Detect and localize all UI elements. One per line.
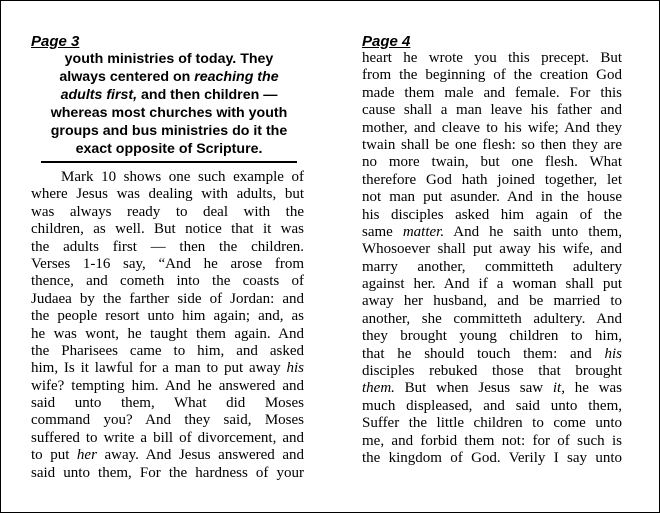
text-line: marry another, committeth adultery [362, 258, 622, 275]
text-line: wife? tempting him. And he answered and [31, 377, 304, 394]
text-line: his disciples asked him again of the [362, 206, 622, 223]
text-line: to put her away. And Jesus answered and [31, 447, 304, 464]
text-line: that he should touch them: and his [362, 345, 622, 362]
text-line: where Jesus was dealing with adults, but [31, 186, 304, 203]
text-line: said unto them, For the hardness of your [31, 464, 304, 481]
text-line: against her. And if a woman shall put [362, 276, 622, 293]
text-line: the people resort unto him again; and, as [31, 308, 304, 325]
emphasis-text: it, [552, 380, 565, 397]
text-line: said unto them, What did Moses [31, 395, 304, 412]
emphasis-text: adults first, [60, 87, 138, 103]
callout-line: whereas most churches with youth [50, 105, 288, 121]
text-line: away her husband, and be married to [362, 293, 622, 310]
text-line: suffered to write a bill of divorcement, and [31, 429, 304, 446]
emphasis-text: her [76, 447, 97, 464]
text-line: not man put asunder. And in the house [362, 189, 622, 206]
text-line: disciples rebuked those that brought [362, 363, 622, 380]
callout-line: groups and bus ministries do it the [50, 123, 288, 139]
callout-line: exact opposite of Scripture. [75, 141, 263, 157]
emphasis-text: his [286, 360, 304, 377]
text-line: Verses 1-16 say, “And he arose from [31, 255, 304, 272]
text-line: thence, and cometh into the coasts of [31, 273, 304, 290]
text-line: they brought young children to him, [362, 328, 622, 345]
text-line: Mark 10 shows one such example of [61, 169, 304, 185]
text-line: therefore God hath joined together, let [362, 171, 622, 188]
callout-line: adults first, and then children — [60, 87, 278, 103]
right-page-label: Page 4 [362, 33, 411, 50]
left-page-body [31, 169, 304, 482]
text-line: Judaea by the farther side of Jordan: and [31, 290, 304, 307]
callout-divider [41, 161, 297, 163]
text-line: the kingdom of God. Verily I say unto [362, 449, 622, 466]
text-line: no more twain, but one flesh. What [362, 154, 622, 171]
callout-box [41, 50, 297, 158]
text-line: the Pharisees came to him, and asked [31, 342, 304, 359]
text-line: twain shall be one flesh: so then they are [362, 136, 622, 153]
text-line: mother, and cleave to his wife; And they [362, 119, 622, 136]
text-line: Suffer the little children to come unto [362, 415, 622, 432]
right-page-body [362, 50, 622, 467]
text-line: children, as well. But notice that it was [31, 221, 304, 238]
left-page-label: Page 3 [31, 33, 80, 50]
left-page-column [31, 33, 304, 482]
text-line: same matter. And he saith unto them, [362, 223, 622, 240]
callout-line: youth ministries of today. They [64, 51, 274, 67]
text-line: from the beginning of the creation God [362, 67, 622, 84]
emphasis-text: them. [362, 380, 395, 397]
callout-line: always centered on reaching the [59, 69, 279, 85]
text-line: them. But when Jesus saw it, he was [362, 380, 622, 397]
text-line: Whosoever shall put away his wife, and [362, 241, 622, 258]
emphasis-text: matter. [402, 223, 445, 240]
text-line: he was wont, he taught them again. And [31, 325, 304, 342]
text-line: the adults first — then the children. [31, 238, 304, 255]
text-line: another, she committeth adultery. And [362, 310, 622, 327]
text-line: much displeased, and said unto them, [362, 397, 622, 414]
text-line: cause shall a man leave his father and [362, 102, 622, 119]
text-line: heart he wrote you this precept. But [362, 50, 622, 66]
text-line: him, Is it lawful for a man to put away his [31, 360, 304, 377]
emphasis-text: his [604, 345, 622, 362]
emphasis-text: reaching the [194, 69, 279, 85]
right-page-column [362, 33, 622, 467]
text-line: was always ready to deal with the [31, 203, 304, 220]
text-line: command you? And they said, Moses [31, 412, 304, 429]
text-line: made them male and female. For this [362, 84, 622, 101]
text-line: me, and forbid them not: for of such is [362, 432, 622, 449]
